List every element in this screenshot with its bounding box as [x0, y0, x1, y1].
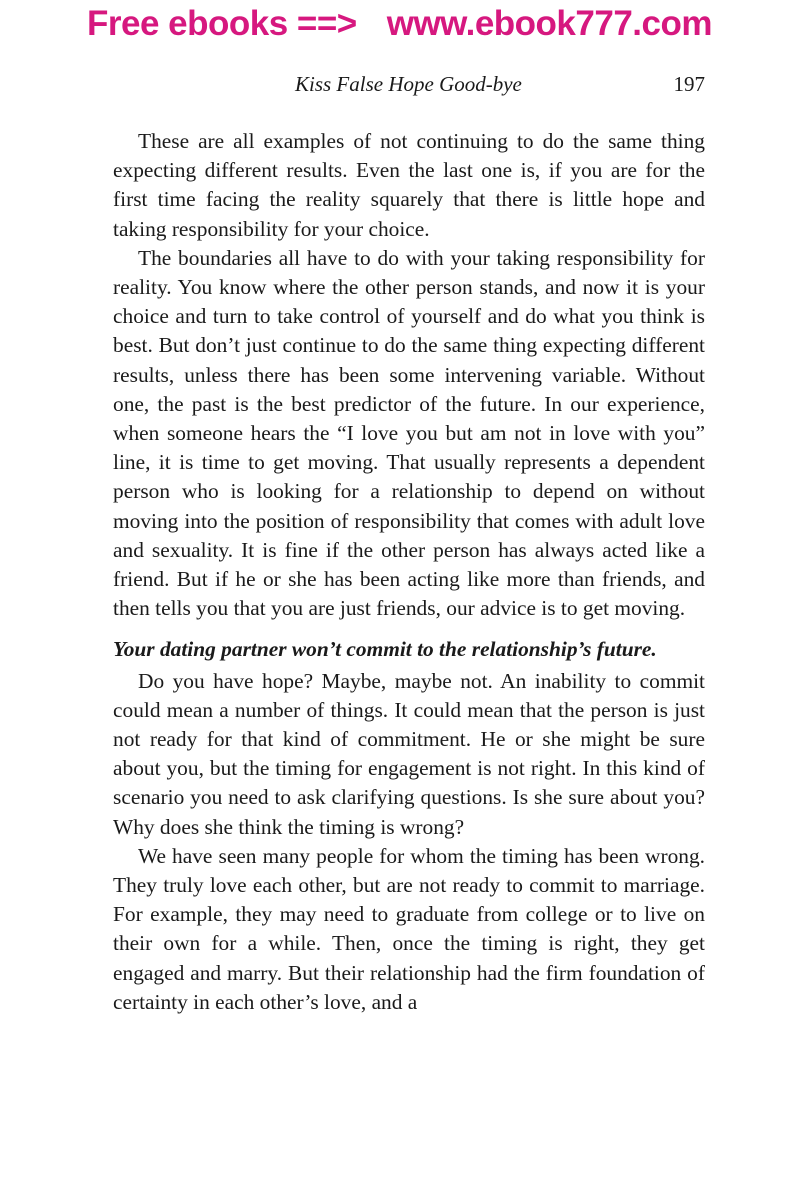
paragraph-1: These are all examples of not continuing to do the same thing expecting different results. Even the last one is, if you are for the first time facing the reality squarely that there is little hope and taking responsibility for your choice.: [113, 129, 705, 241]
ebook-watermark-banner: [0, 4, 799, 44]
paragraph-3: Do you have hope? Maybe, maybe not. An inability to commit could mean a number of things. It could mean that the person is just not ready for that kind of commitment. He or she might be sure about you, but the timing for engagement is not right. In this kind of scenario you need to ask clarifying questions. Is she sure about you? Why does she think the timing is wrong?: [113, 668, 705, 839]
section-heading: Your dating partner won’t commit to the relationship’s future.: [113, 637, 657, 662]
paragraph-4: We have seen many people for whom the timing has been wrong. They truly love each other, but are not ready to commit to marriage. For example, they may need to graduate from college or to live on their own for a while. Then, once the timing is right, they get engaged and marry. But their relationship had the firm foundation of certainty in each other’s love, and a: [113, 843, 705, 1014]
page-number: 197: [673, 72, 705, 96]
paragraph-2: The boundaries all have to do with your taking responsibility for reality. You know where the other person stands, and now it is your choice and turn to take control of yourself and do what you think is best. But don’t just continue to do the same thing expecting different results, unless there has been some intervening variable. Without one, the past is the best predictor of the future. In our experience, when someone hears the “I love you but am not in love with you” line, it is time to get moving. That usually represents a dependent person who is looking for a relationship to depend on without moving into the position of responsibility that comes with adult love and sexuality. It is fine if the other person has always acted like a friend. But if he or she has been acting like more than friends, and then tells you that you are just friends, our advice is to get moving.: [113, 245, 705, 621]
body-text: [113, 127, 705, 1017]
banner-url-text: www.ebook777.com: [386, 4, 712, 43]
running-title: Kiss False Hope Good-bye: [295, 72, 522, 96]
running-header: [113, 72, 705, 100]
banner-left-text: Free ebooks ==>: [87, 4, 357, 43]
